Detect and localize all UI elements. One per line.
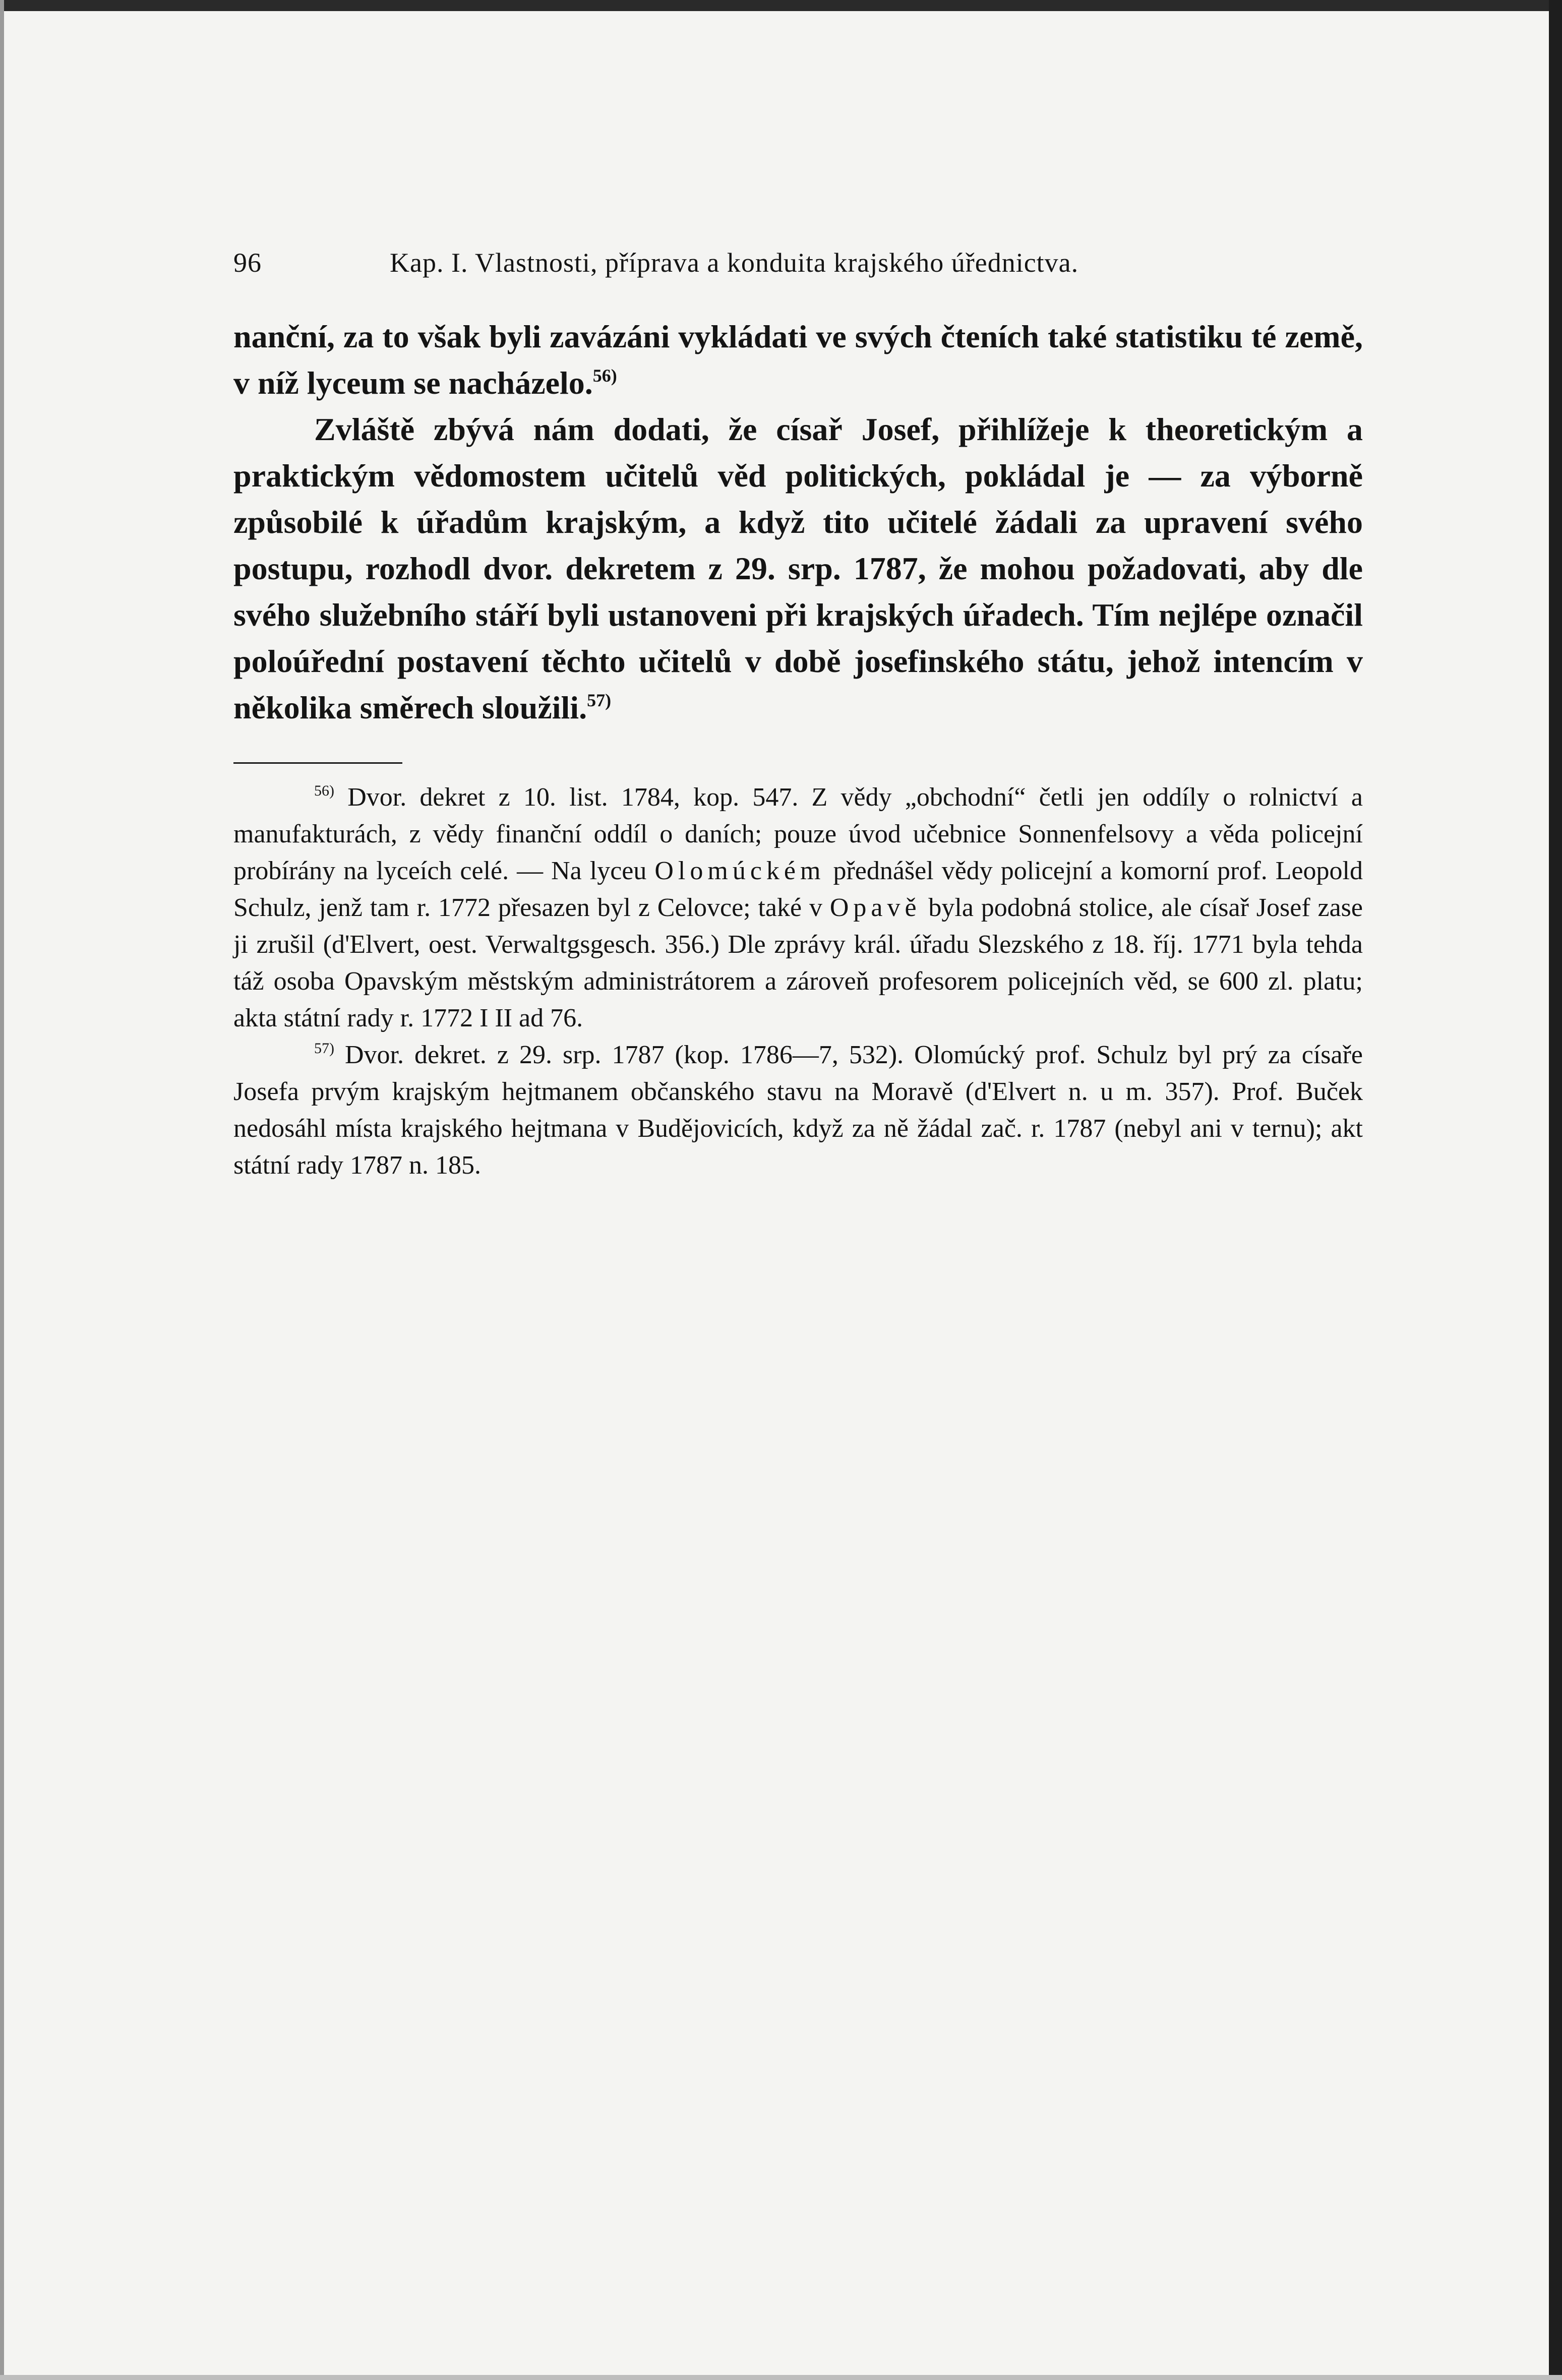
footnote-divider bbox=[233, 762, 402, 764]
footnote-56-spaced-opave: Opavě bbox=[829, 893, 921, 922]
footnote-ref-56[interactable]: 56) bbox=[592, 365, 617, 386]
scan-border-right bbox=[1549, 0, 1562, 2380]
footnote-57 bbox=[233, 1036, 1363, 1184]
footnote-56-part3: byla podobná stolice, ale císař Josef zase ji zrušil (d'Elvert, oest. Verwaltgsgesch. 356.) Dle zprávy král. úřadu Slezského z 18. říj. 1771 byla tehda táž osoba Opavským městským administrátorem a zároveň profesorem policejních věd, se 600 zl. platu; akta státní rady r. 1772 I II ad 76. bbox=[233, 893, 1363, 1032]
paragraph-1-text: nanční, za to však byli zavázáni vykládati ve svých čteních také statistiku té země, v níž lyceum se nacházelo. bbox=[233, 319, 1363, 401]
paragraph-2 bbox=[233, 406, 1363, 731]
footnote-56-part1: Dvor. dekret z 10. list. 1784, kop. 547. Z vědy „obchodní“ četli jen oddíly o rolnictví a manufakturách, z vědy finanční oddíl o daních; pouze úvod učebnice Sonnenfelsovy a věda policejní probírány na lyceích celé. — Na lyceu bbox=[233, 783, 1363, 885]
footnote-57-text: Dvor. dekret. z 29. srp. 1787 (kop. 1786—7, 532). Olomúcký prof. Schulz byl prý za císaře Josefa prvým krajským hejtmanem občanského stavu na Moravě (d'Elvert n. u m. 357). Prof. Buček nedosáhl místa krajského hejtmana v Budějovicích, když za ně žádal zač. r. 1787 (nebyl ani v ternu); akt státní rady 1787 n. 185. bbox=[233, 1041, 1363, 1180]
footnote-56-part2: přednášel vědy policejní a komorní prof. Leopold Schulz, jenž tam r. 1772 přesazen byl z Celovce; také v bbox=[233, 857, 1363, 922]
scan-border-top bbox=[0, 0, 1562, 11]
footnote-57-mark: 57) bbox=[314, 1040, 334, 1057]
book-page bbox=[233, 247, 1363, 1184]
running-title: Kap. I. Vlastnosti, příprava a konduita krajského úřednictva. bbox=[390, 248, 1079, 278]
footnote-56 bbox=[233, 779, 1363, 1036]
paragraph-1 bbox=[233, 314, 1363, 406]
main-text bbox=[233, 314, 1363, 731]
footnote-56-spaced-olomucke: Olomúckém bbox=[654, 857, 825, 885]
paragraph-2-text: Zvláště zbývá nám dodati, že císař Josef, přihlížeje k theoretickým a praktickým vědomostem učitelů věd politických, pokládal je — za výborně způsobilé k úřadům krajským, a když tito učitelé žádali za upravení svého postupu, rozhodl dvor. dekretem z 29. srp. 1787, že mohou požadovati, aby dle svého služebního stáří byli ustanoveni při krajských úřadech. Tím nejlépe označil poloúřední postavení těchto učitelů v době josefinského státu, jehož intencím v několika směrech sloužili. bbox=[233, 411, 1363, 725]
scan-border-left bbox=[0, 0, 4, 2380]
page-number: 96 bbox=[233, 248, 262, 278]
running-head bbox=[233, 247, 1363, 282]
footnote-ref-57[interactable]: 57) bbox=[587, 690, 612, 710]
footnote-56-mark: 56) bbox=[314, 782, 334, 799]
scan-border-bottom bbox=[0, 2375, 1562, 2380]
footnotes bbox=[233, 779, 1363, 1184]
